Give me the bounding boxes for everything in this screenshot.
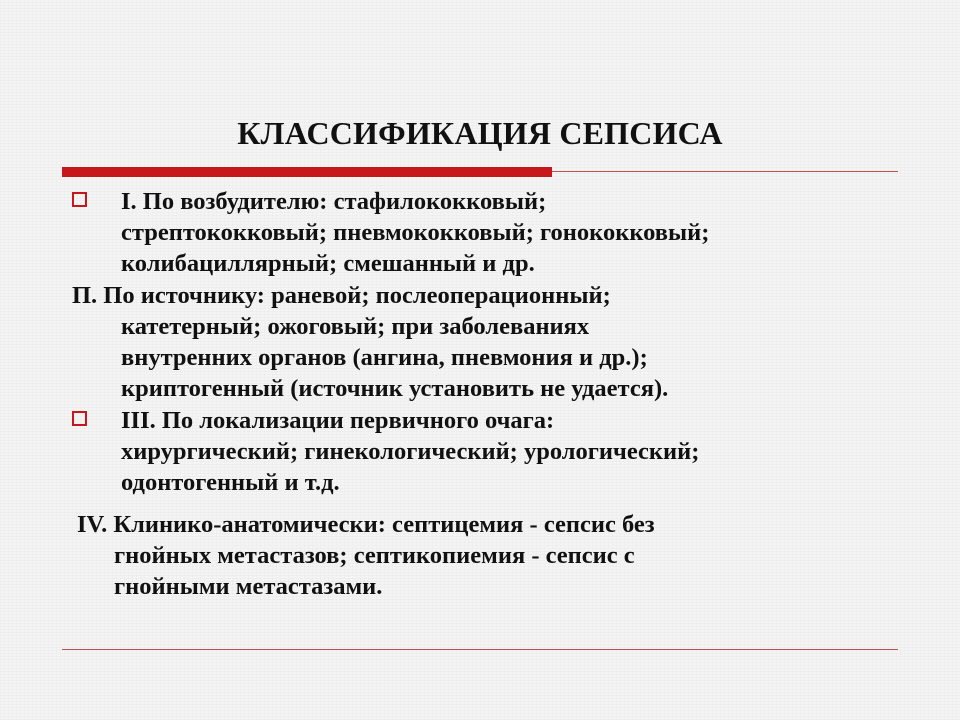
list-item-line: колибациллярный; смешанный и др. bbox=[121, 250, 535, 277]
list-item-line: внутренних органов (ангина, пневмония и др.); bbox=[121, 344, 648, 371]
list-item-line: хирургический; гинекологический; урологический; bbox=[121, 438, 700, 465]
list-item-line: катетерный; ожоговый; при заболеваниях bbox=[121, 313, 590, 340]
square-bullet-icon bbox=[72, 411, 87, 426]
list-item-clinical-anatomical bbox=[72, 509, 902, 602]
list-item-by-localization bbox=[72, 405, 902, 498]
list-item-line: гнойных метастазов; септикопиемия - сепсис с bbox=[114, 542, 635, 569]
title-underline-thick bbox=[62, 167, 552, 177]
list-item-line: П. По источнику: раневой; послеоперационный; bbox=[72, 282, 611, 309]
square-bullet-icon bbox=[72, 192, 87, 207]
slide-content bbox=[72, 186, 902, 602]
list-item-line: I. По возбудителю: стафилококковый; bbox=[121, 188, 547, 215]
slide-title: КЛАССИФИКАЦИЯ СЕПСИСА bbox=[237, 115, 723, 151]
list-item-line: IV. Клинико-анатомически: септицемия - сепсис без bbox=[77, 511, 655, 538]
footer-divider bbox=[62, 649, 898, 650]
list-item-by-source bbox=[72, 280, 902, 404]
list-item-line: одонтогенный и т.д. bbox=[121, 469, 340, 496]
title-underline-thin bbox=[552, 171, 898, 172]
list-item-line: криптогенный (источник установить не удается). bbox=[121, 375, 669, 402]
list-item-line: стрептококковый; пневмококковый; гонококковый; bbox=[121, 219, 710, 246]
list-item-line: III. По локализации первичного очага: bbox=[121, 407, 555, 434]
list-item-by-pathogen bbox=[72, 186, 902, 279]
list-item-line: гнойными метастазами. bbox=[114, 573, 383, 600]
